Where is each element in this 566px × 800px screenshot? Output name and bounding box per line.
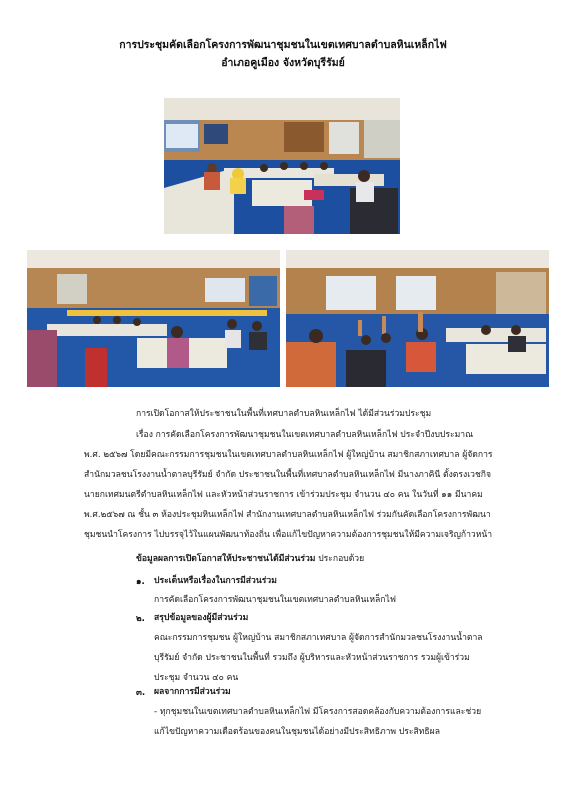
item-1-title: ประเด็นหรือเรื่องในการมีส่วนร่วม: [154, 576, 277, 586]
intro-line-6: ชุมชนนำโครงการ ไปบรรจุไว้ในแผนพัฒนาท้องถิ่น เพื่อแก้ไขปัญหาความต้องการชุมชนให้มีความเจริญก้าวหน้า: [84, 530, 493, 540]
item-1-line-1: การคัดเลือกโครงการพัฒนาชุมชนในเขตเทศบาลตำบลหินเหล็กไฟ: [154, 595, 396, 605]
meeting-photo-2: [27, 250, 280, 387]
document-title: การประชุมคัดเลือกโครงการพัฒนาชุมชนในเขตเทศบาลตำบลหินเหล็กไฟ: [119, 39, 447, 51]
intro-line-2: พ.ศ. ๒๕๖๗ โดยมีคณะกรรมการชุมชนในเขตเทศบาลตำบลหินเหล็กไฟ ผู้ใหญ่บ้าน สมาชิกสภาเทศบาล ผู้จัดการ: [84, 450, 493, 460]
item-3-number: ๓.: [136, 688, 146, 698]
item-2-number: ๒.: [136, 614, 145, 624]
meeting-photo-3: [286, 250, 549, 387]
item-3-title: ผลจากการมีส่วนร่วม: [154, 687, 231, 697]
summary-heading-bold: ข้อมูลผลการเปิดโอกาสให้ประชาชนได้มีส่วนร่วม: [136, 554, 316, 564]
document-subtitle: อำเภอคูเมือง จังหวัดบุรีรัมย์: [221, 57, 345, 69]
item-2-line-3: ประชุม จำนวน ๔๐ คน: [154, 673, 239, 683]
meeting-photo-1: [164, 98, 400, 234]
intro-line-4: นายกเทศมนตรีตำบลหินเหล็กไฟ และหัวหน้าส่วนราชการ เข้าร่วมประชุม จำนวน ๔๐ คน ในวันที่ ๑๑ มีนาคม: [84, 490, 483, 500]
intro-line-3: สำนักมวลชนโรงงานน้ำตาลบุรีรัมย์ จำกัด ประชาชนในพื้นที่เทศบาลตำบลหินเหล็กไฟ มีนางภาคินี ตั้งตรงเวชกิจ: [84, 470, 492, 480]
summary-heading-rest: ประกอบด้วย: [315, 554, 365, 564]
item-3-line-1: - ทุกชุมชนในเขตเทศบาลตำบลหินเหล็กไฟ มีโครงการสอดคล้องกับความต้องการและช่วย: [154, 707, 482, 717]
intro-heading: การเปิดโอกาสให้ประชาชนในพื้นที่เทศบาลตำบลหินเหล็กไฟ ได้มีส่วนร่วมประชุม: [136, 409, 432, 419]
item-2-line-1: คณะกรรมการชุมชน ผู้ใหญ่บ้าน สมาชิกสภาเทศบาล ผู้จัดการสำนักมวลชนโรงงานน้ำตาล: [154, 633, 483, 643]
item-2-line-2: บุรีรัมย์ จำกัด ประชาชนในพื้นที่ รวมถึง ผู้บริหารและหัวหน้าส่วนราชการ รวมผู้เข้าร่วม: [154, 653, 470, 663]
item-1-number: ๑.: [136, 577, 145, 587]
item-2-title: สรุปข้อมูลของผู้มีส่วนร่วม: [154, 613, 249, 623]
item-3-line-2: แก้ไขปัญหาความเดือดร้อนของคนในชุมชนได้อย่างมีประสิทธิภาพ ประสิทธิผล: [154, 727, 440, 737]
summary-heading: [136, 551, 364, 568]
intro-line-1: เรื่อง การคัดเลือกโครงการพัฒนาชุมชนในเขตเทศบาลตำบลหินเหล็กไฟ ประจำปีงบประมาณ: [136, 430, 474, 440]
intro-line-5: พ.ศ.๒๕๖๗ ณ ชั้น ๓ ห้องประชุมหินเหล็กไฟ สำนักงานเทศบาลตำบลหินเหล็กไฟ ร่วมกันคัดเลือกโครงการพัฒนา: [84, 510, 491, 520]
